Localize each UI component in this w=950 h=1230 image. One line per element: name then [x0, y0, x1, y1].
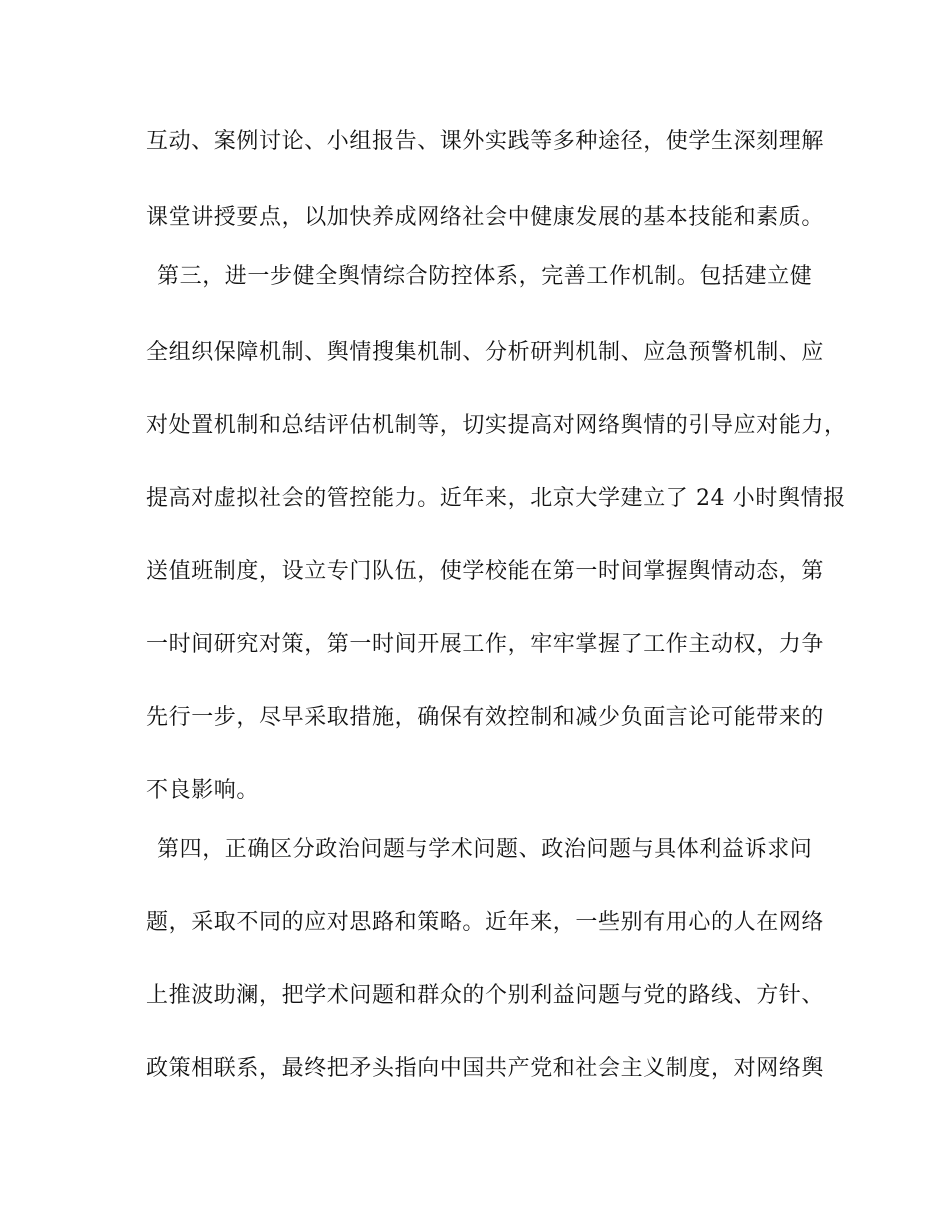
text-line: 送值班制度，设立专门队伍，使学校能在第一时间掌握舆情动态，第	[146, 559, 825, 584]
text-line: 对处置机制和总结评估机制等，切实提高对网络舆情的引导应对能力，	[146, 413, 847, 438]
text-line: 一时间研究对策，第一时间开展工作，牢牢掌握了工作主动权，力争	[146, 632, 825, 657]
text-line: 先行一步，尽早采取措施，确保有效控制和减少负面言论可能带来的	[146, 705, 825, 730]
text-line: 互动、案例讨论、小组报告、课外实践等多种途径，使学生深刻理解	[146, 129, 825, 154]
text-line: 全组织保障机制、舆情搜集机制、分析研判机制、应急预警机制、应	[146, 340, 825, 365]
text-line: 上推波助澜，把学术问题和群众的个别利益问题与党的路线、方针、	[146, 983, 825, 1008]
text-line: 提高对虚拟社会的管控能力。近年来，北京大学建立了 24 小时舆情报	[146, 486, 846, 511]
paragraph-start-line: 第三，进一步健全舆情综合防控体系，完善工作机制。包括建立健	[157, 264, 813, 289]
text-line: 课堂讲授要点，以加快养成网络社会中健康发展的基本技能和素质。	[146, 205, 825, 230]
paragraph-start-line: 第四，正确区分政治问题与学术问题、政治问题与具体利益诉求问	[157, 837, 813, 862]
text-line: 不良影响。	[146, 778, 260, 803]
text-line: 政策相联系，最终把矛头指向中国共产党和社会主义制度，对网络舆	[146, 1056, 825, 1081]
text-line: 题，采取不同的应对思路和策略。近年来，一些别有用心的人在网络	[146, 910, 825, 935]
